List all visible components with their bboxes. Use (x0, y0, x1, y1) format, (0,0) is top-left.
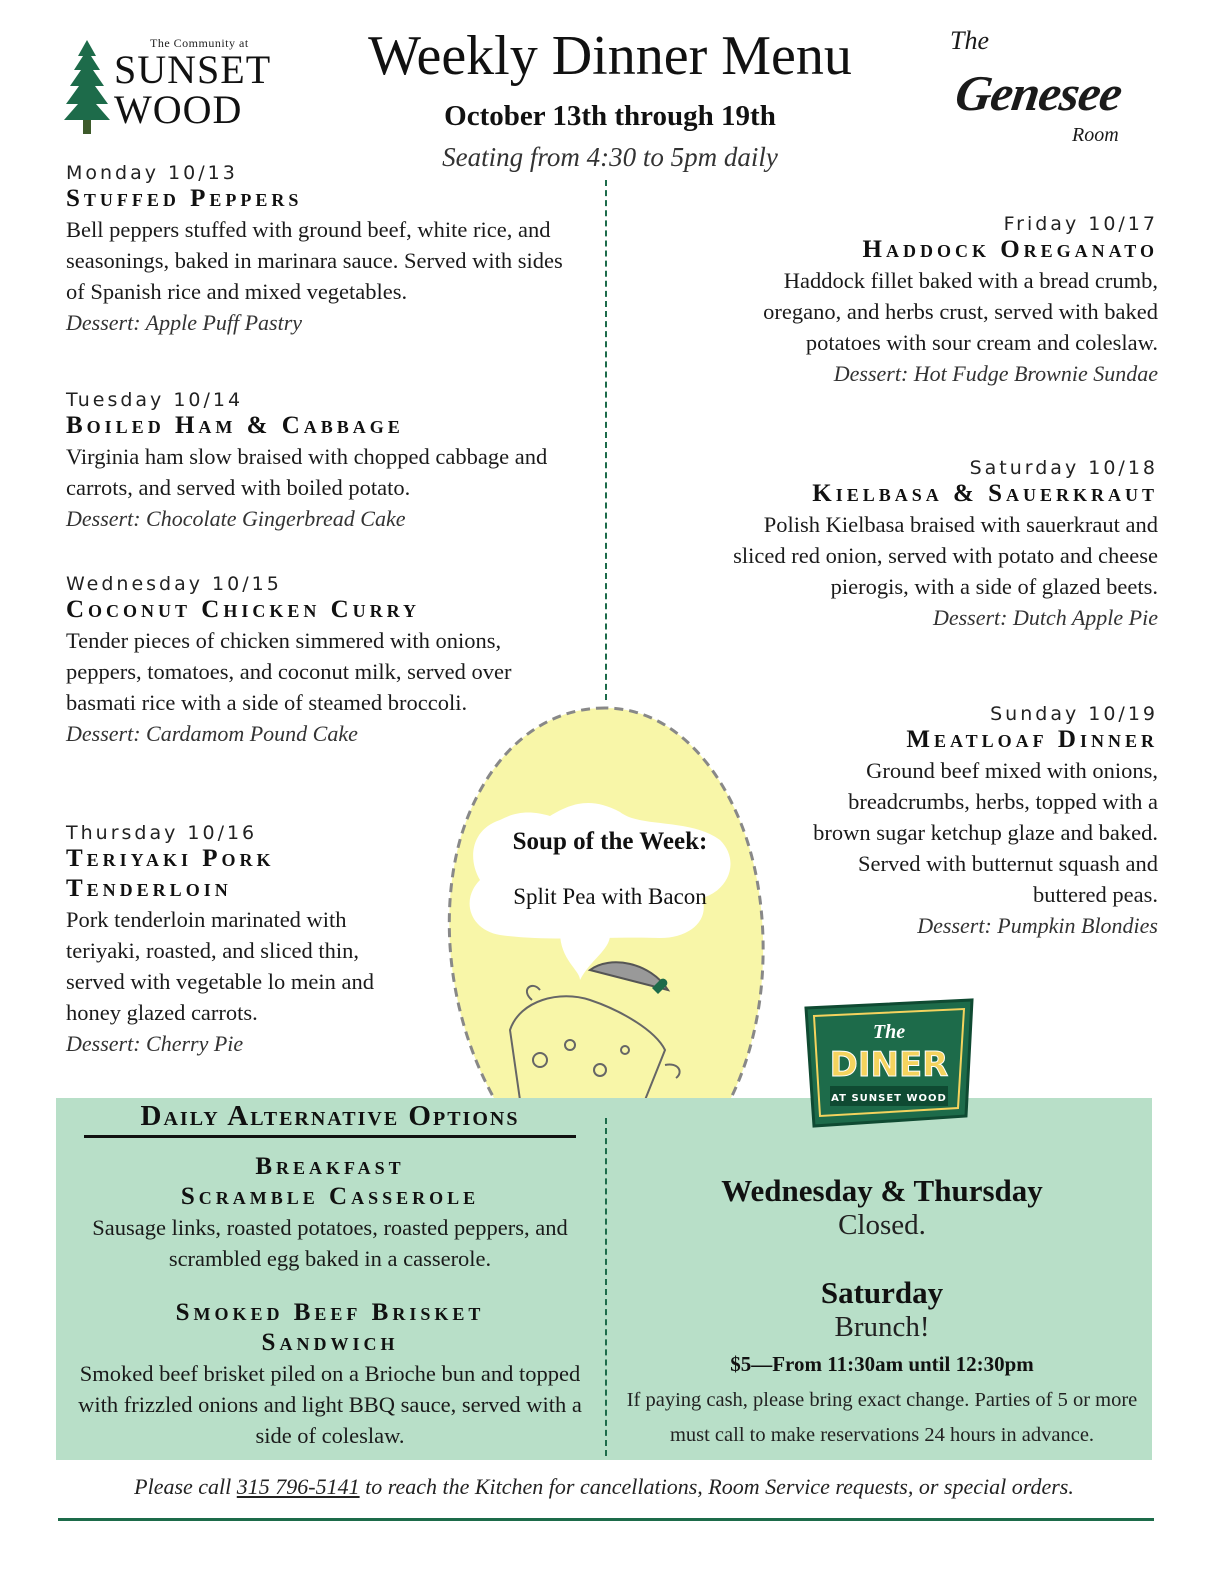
diner-logo (800, 998, 978, 1130)
dish-name: Haddock Oreganato (862, 236, 1158, 263)
alt-dish-line2: Sandwich (261, 1329, 399, 1356)
brunch-note: If paying cash, please bring exact change. Parties of 5 or more must call to make reservations 24 hours in advance. (626, 1389, 1138, 1446)
dessert: Dessert: Hot Fudge Brownie Sundae (833, 361, 1158, 386)
alt-dish-line2: Scramble Casserole (180, 1183, 480, 1210)
diner-hours (612, 1174, 1152, 1242)
dish-description: Pork tenderloin marinated with teriyaki, roasted, and sliced thin, served with vegetable lo mein and honey glazed carrots. (66, 907, 375, 1025)
menu-day-friday (728, 213, 1158, 389)
dish-description: Tender pieces of chicken simmered with onions, peppers, tomatoes, and coconut milk, served over basmati rice with a side of steamed broccoli. (66, 628, 512, 715)
diner-the: The (872, 1021, 906, 1043)
alt-dish-line1: Smoked Beef Brisket (175, 1299, 485, 1326)
dish-description: Polish Kielbasa braised with sauerkraut and sliced red onion, served with potato and cheese pierogis, with a side of glazed beets. (733, 512, 1158, 599)
brunch-day: Saturday (820, 1275, 944, 1310)
day-label: Thursday 10/16 (66, 822, 258, 844)
brunch-price: $5—From 11:30am until 12:30pm (730, 1352, 1034, 1376)
alternative-item (70, 1298, 590, 1451)
menu-dates: October 13th through 19th (444, 100, 776, 132)
dish-name: Kielbasa & Sauerkraut (812, 480, 1158, 507)
genesee-name: Genesee (952, 65, 1126, 121)
menu-day-tuesday (66, 389, 566, 534)
diner-brunch (612, 1276, 1152, 1344)
menu-day-wednesday (66, 573, 536, 749)
dish-description: Virginia ham slow braised with chopped cabbage and carrots, and served with boiled potato. (66, 444, 548, 500)
day-label: Friday 10/17 (1003, 213, 1158, 235)
dessert: Dessert: Cherry Pie (66, 1031, 244, 1056)
menu-day-saturday (722, 457, 1158, 633)
genesee-room: Room (1072, 124, 1119, 146)
dish-name: Stuffed Peppers (66, 185, 303, 212)
alt-dish-description: Sausage links, roasted potatoes, roasted peppers, and scrambled egg baked in a casserole. (92, 1215, 568, 1271)
alternatives-title: Daily Alternative Options (84, 1100, 576, 1138)
diner-sub: AT SUNSET WOOD (831, 1093, 947, 1104)
dessert: Dessert: Cardamom Pound Cake (66, 721, 358, 746)
footer-rule (58, 1518, 1154, 1521)
dessert: Dessert: Dutch Apple Pie (932, 605, 1158, 630)
dish-name: Teriyaki Pork Tenderloin (66, 845, 275, 902)
footer-post: to reach the Kitchen for cancellations, Room Service requests, or special orders. (359, 1474, 1074, 1499)
dish-description: Ground beef mixed with onions, breadcrumbs, herbs, topped with a brown sugar ketchup glaze and baked. Served with butternut squash and buttered peas. (813, 758, 1158, 907)
pine-tree-icon (62, 40, 112, 136)
dish-description: Bell peppers stuffed with ground beef, white rice, and seasonings, baked in marinara sauce. Served with sides of Spanish rice and mixed vegetables. (66, 217, 563, 304)
seating-times: Seating from 4:30 to 5pm daily (442, 142, 778, 172)
diner-name: DINER (829, 1045, 949, 1085)
closed-days: Wednesday & Thursday (721, 1173, 1043, 1208)
menu-day-thursday (66, 822, 416, 1059)
dessert: Dessert: Chocolate Gingerbread Cake (66, 506, 406, 531)
dish-description: Haddock fillet baked with a bread crumb, oregano, and herbs crust, served with baked potatoes with sour cream and coleslaw. (763, 268, 1158, 355)
dish-name: Meatloaf Dinner (906, 726, 1158, 753)
day-label: Saturday 10/18 (969, 457, 1158, 479)
closed-text: Closed. (838, 1209, 926, 1241)
footer-note (56, 1474, 1152, 1500)
column-divider (605, 180, 607, 700)
sunset-wood-logo (62, 36, 272, 136)
genesee-room-logo (930, 20, 1140, 146)
panel-divider (605, 1118, 607, 1456)
day-label: Sunday 10/19 (990, 703, 1158, 725)
brunch-text: Brunch! (834, 1311, 930, 1343)
menu-day-sunday (788, 703, 1158, 941)
alt-dish-description: Smoked beef brisket piled on a Brioche bun and topped with frizzled onions and light BBQ sauce, served with a side of coleslaw. (78, 1361, 582, 1448)
genesee-the: The (950, 26, 989, 55)
alt-dish-line1: Breakfast (255, 1153, 405, 1180)
menu-day-monday (66, 162, 566, 338)
footer-pre: Please call (134, 1474, 237, 1499)
alternative-item (70, 1152, 590, 1274)
page-title: Weekly Dinner Menu (368, 25, 852, 87)
day-label: Tuesday 10/14 (66, 389, 244, 411)
phone-link[interactable]: 315 796-5141 (236, 1474, 360, 1499)
dessert: Dessert: Pumpkin Blondies (917, 913, 1158, 938)
logo-word-wood: WOOD (114, 87, 243, 132)
logo-word-sunset: SUNSET (114, 47, 272, 92)
soup-name: Split Pea with Bacon (513, 884, 707, 909)
dish-name: Coconut Chicken Curry (66, 596, 421, 623)
dish-name: Boiled Ham & Cabbage (66, 412, 404, 439)
dessert: Dessert: Apple Puff Pastry (66, 310, 303, 335)
day-label: Monday 10/13 (66, 162, 238, 184)
logo-tagline: The Community at (150, 36, 249, 50)
soup-label: Soup of the Week: (512, 828, 708, 855)
day-label: Wednesday 10/15 (66, 573, 282, 595)
